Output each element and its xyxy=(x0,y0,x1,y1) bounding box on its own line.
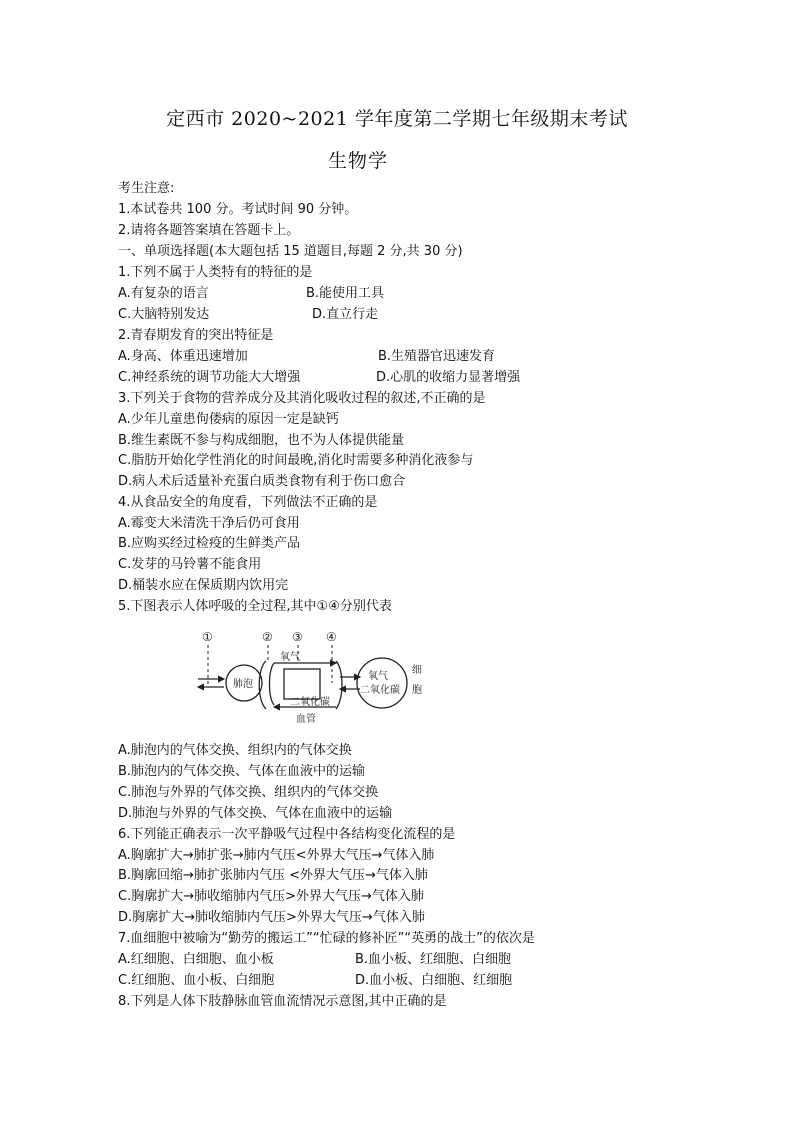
question-6-option-d: D.胸廓扩大→肺收缩肺内气压>外界大气压→气体入肺 xyxy=(118,910,425,925)
subject-title: 生物学 xyxy=(327,150,388,172)
question-3-stem: 3.下列关于食物的营养成分及其消化吸收过程的叙述,不正确的是 xyxy=(118,391,486,406)
question-4-option-d: D.桶装水应在保质期内饮用完 xyxy=(118,578,289,593)
question-6-option-c: C.胸廓扩大→肺收缩肺内气压>外界大气压→气体入肺 xyxy=(118,889,424,904)
notice-item-1: 1.本试卷共 100 分。考试时间 90 分钟。 xyxy=(118,202,358,217)
question-7-stem: 7.血细胞中被喻为“勤劳的搬运工”“忙碌的修补匠”“英勇的战士”的依次是 xyxy=(118,931,535,946)
step-2-label: ② xyxy=(262,630,273,644)
question-1-option-d: D.直立行走 xyxy=(312,307,379,322)
vessel-wall-left xyxy=(259,661,266,709)
question-2-option-d: D.心肌的收缩力显著增强 xyxy=(376,370,521,385)
step-1-label: ① xyxy=(202,630,213,644)
exam-title: 定西市 2020~2021 学年度第二学期七年级期末考试 xyxy=(166,108,628,130)
capillary-box xyxy=(284,669,320,699)
question-6-stem: 6.下列能正确表示一次平静吸气过程中各结构变化流程的是 xyxy=(118,827,456,842)
question-8-stem: 8.下列是人体下肢静脉血管血流情况示意图,其中正确的是 xyxy=(118,994,447,1009)
question-3-option-b: B.维生素既不参与构成细胞，也不为人体提供能量 xyxy=(118,433,405,448)
alveolus-label: 肺泡 xyxy=(233,679,253,690)
question-1-option-c: C.大脑特别发达 xyxy=(118,307,210,322)
question-4-option-b: B.应购买经过检疫的生鲜类产品 xyxy=(118,536,301,551)
co2-label: 二氧化碳 xyxy=(290,697,330,708)
question-7-option-b: B.血小板、红细胞、白细胞 xyxy=(355,952,512,967)
vessel-inner-left xyxy=(270,663,275,705)
cell-label-top: 细 xyxy=(412,665,422,676)
question-7-option-a: A.红细胞、白细胞、血小板 xyxy=(118,952,274,967)
question-1-option-b: B.能使用工具 xyxy=(306,286,385,301)
question-3-option-a: A.少年儿童患佝偻病的原因一定是缺钙 xyxy=(118,412,339,427)
notice-item-2: 2.请将各题答案填在答题卡上。 xyxy=(118,223,300,238)
question-4-stem: 4.从食品安全的角度看，下列做法不正确的是 xyxy=(118,495,378,510)
question-5-option-d: D.肺泡与外界的气体交换、气体在血液中的运输 xyxy=(118,806,393,821)
question-7-option-c: C.红细胞、血小板、白细胞 xyxy=(118,973,275,988)
section-heading: 一、单项选择题(本大题包括 15 道题目,每题 2 分,共 30 分) xyxy=(118,244,463,259)
cell-oxygen-label: 氧气 xyxy=(368,671,388,682)
question-5-option-a: A.肺泡内的气体交换、组织内的气体交换 xyxy=(118,743,352,758)
question-2-option-c: C.神经系统的调节功能大大增强 xyxy=(118,370,301,385)
oxygen-label: 氧气 xyxy=(280,652,300,663)
step-4-label: ④ xyxy=(326,630,337,644)
question-5-stem: 5.下图表示人体呼吸的全过程,其中①④分别代表 xyxy=(118,599,392,614)
question-4-option-c: C.发芽的马铃薯不能食用 xyxy=(118,557,262,572)
question-3-option-d: D.病人术后适量补充蛋白质类食物有利于伤口愈合 xyxy=(118,474,406,489)
vessel-label: 血管 xyxy=(296,714,316,725)
cell-label-bottom: 胞 xyxy=(412,685,422,696)
tissue-cell-shape xyxy=(357,658,407,708)
question-6-option-b: B.胸廓回缩→肺扩张肺内气压 <外界大气压→气体入肺 xyxy=(118,868,428,883)
question-4-option-a: A.霉变大米清洗干净后仍可食用 xyxy=(118,516,300,531)
question-7-option-d: D.血小板、白细胞、红细胞 xyxy=(355,973,513,988)
question-3-option-c: C.脂肪开始化学性消化的时间最晚,消化时需要多种消化液参与 xyxy=(118,453,474,468)
question-2-stem: 2.青春期发育的突出特征是 xyxy=(118,328,274,343)
cell-co2-label: 二氧化碳 xyxy=(360,685,400,696)
question-5-option-c: C.肺泡与外界的气体交换、组织内的气体交换 xyxy=(118,785,379,800)
question-1-stem: 1.下列不属于人类特有的特征的是 xyxy=(118,265,313,280)
question-2-option-a: A.身高、体重迅速增加 xyxy=(118,349,248,364)
vessel-wall-right xyxy=(336,661,342,709)
question-6-option-a: A.胸廓扩大→肺扩张→肺内气压<外界大气压→气体入肺 xyxy=(118,848,435,863)
question-5-option-b: B.肺泡内的气体交换、气体在血液中的运输 xyxy=(118,764,366,779)
question-1-option-a: A.有复杂的语言 xyxy=(118,286,209,301)
step-3-label: ③ xyxy=(292,630,303,644)
respiration-diagram xyxy=(196,627,426,735)
question-2-option-b: B.生殖器官迅速发育 xyxy=(378,349,496,364)
notice-heading: 考生注意: xyxy=(118,181,175,196)
